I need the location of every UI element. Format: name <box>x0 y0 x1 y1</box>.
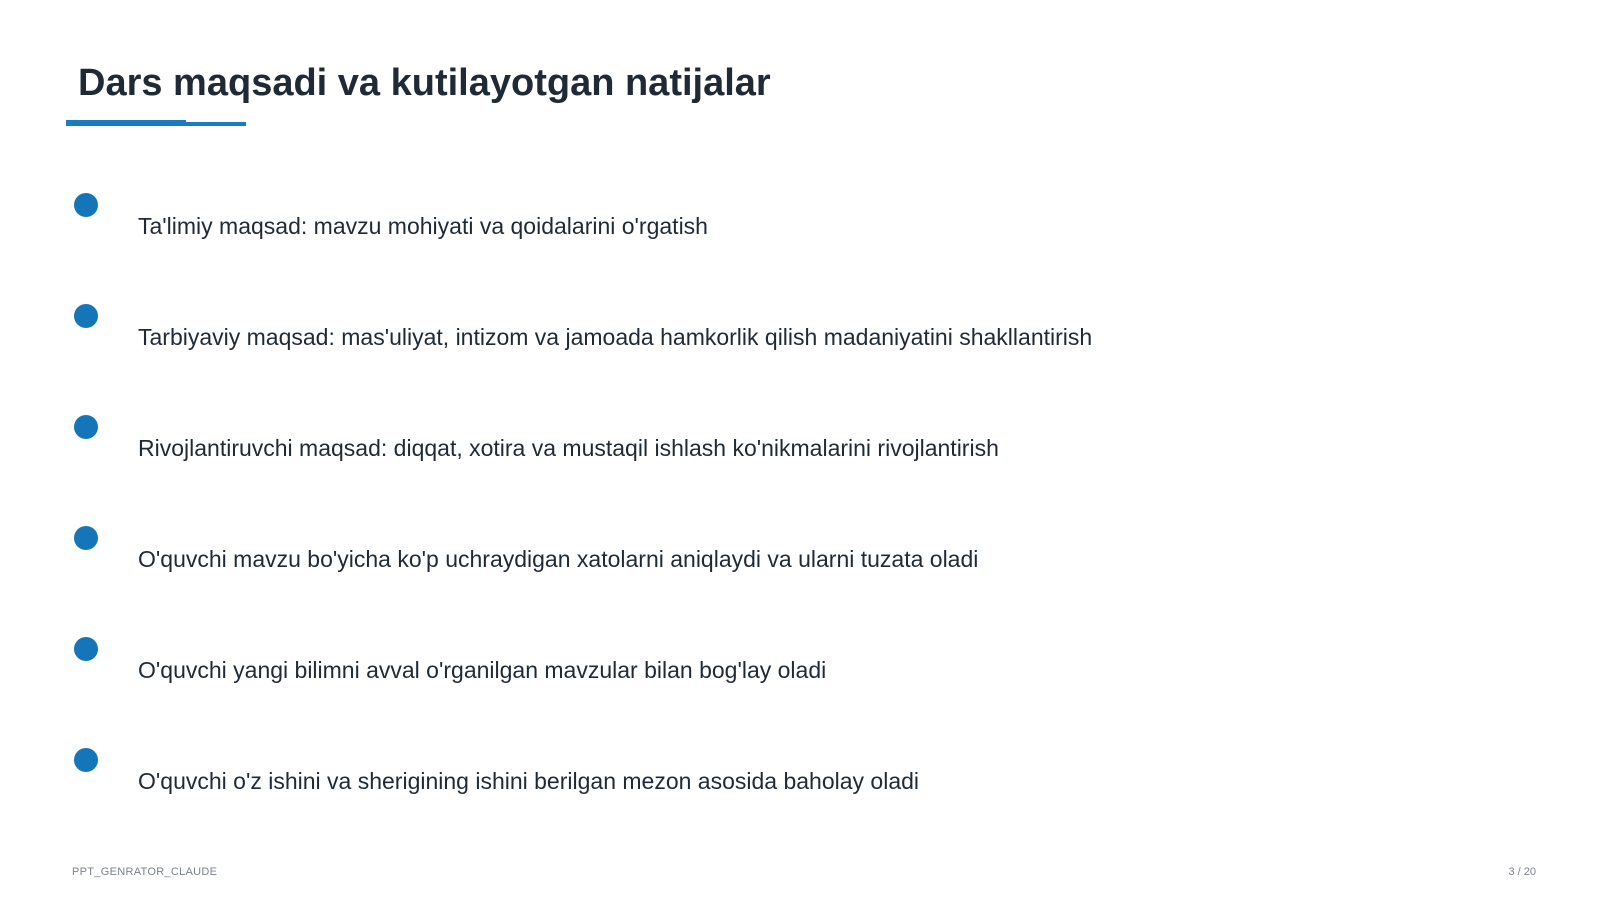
list-item <box>0 526 1600 606</box>
page-indicator: 3 / 20 <box>1508 866 1536 878</box>
list-item-text: Ta'limiy maqsad: mavzu mohiyati va qoidalarini o'rgatish <box>138 213 708 239</box>
list-item <box>0 193 1600 273</box>
bullet-dot-icon <box>74 637 98 661</box>
bullet-dot-icon <box>74 193 98 217</box>
bullet-dot-icon <box>74 415 98 439</box>
list-item-text: O'quvchi yangi bilimni avval o'rganilgan mavzular bilan bog'lay oladi <box>138 657 827 683</box>
bullet-dot-icon <box>74 526 98 550</box>
list-item <box>0 637 1600 717</box>
list-item <box>0 304 1600 384</box>
footer-source-label: PPT_GENRATOR_CLAUDE <box>72 866 218 878</box>
list-item-text: O'quvchi mavzu bo'yicha ko'p uchraydigan xatolarni aniqlaydi va ularni tuzata oladi <box>138 546 979 572</box>
list-item <box>0 748 1600 828</box>
list-item-text: Rivojlantiruvchi maqsad: diqqat, xotira va mustaqil ishlash ko'nikmalarini rivojlantirish <box>138 435 999 461</box>
list-item-text: O'quvchi o'z ishini va sherigining ishini berilgan mezon asosida baholay oladi <box>138 768 920 794</box>
list-item <box>0 415 1600 495</box>
list-item-text: Tarbiyaviy maqsad: mas'uliyat, intizom va jamoada hamkorlik qilish madaniyatini shakllantirish <box>138 324 1093 350</box>
bullet-dot-icon <box>74 304 98 328</box>
bullet-dot-icon <box>74 748 98 772</box>
slide-title: Dars maqsadi va kutilayotgan natijalar <box>78 62 771 104</box>
